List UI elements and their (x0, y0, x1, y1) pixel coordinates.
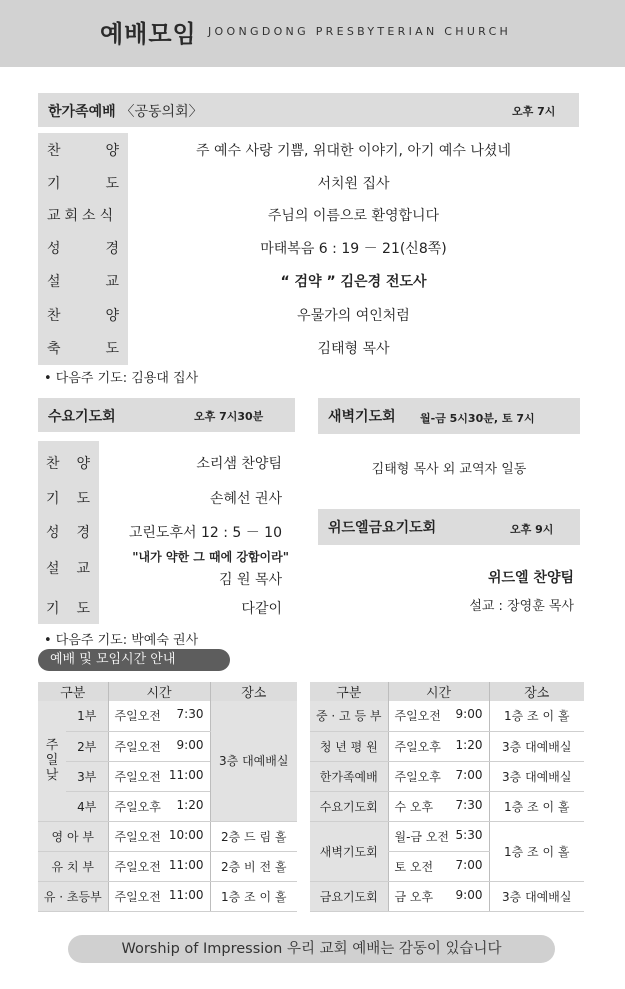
family-worship-next-prayer: • 다음주 기도: 김용대 집사 (44, 371, 199, 386)
service-time: 주일오후 1:20 (388, 731, 489, 761)
row-label: 성 경 (47, 241, 119, 257)
sunday-label: 주일낮 (38, 701, 66, 821)
table-row (310, 881, 584, 911)
row-value: 주님의 이름으로 환영합니다 (267, 208, 440, 224)
table-row (310, 821, 584, 851)
service-time: 월-금 오전 5:30 (388, 821, 489, 851)
dept-place: 1층 조 이 홀 (489, 791, 584, 821)
row-value: 고린도후서 12 : 5 － 10 (128, 525, 282, 541)
dawn-leaders: 김태형 목사 외 교역자 일동 (371, 462, 527, 477)
dept-place: 1층 조 이 홀 (489, 701, 584, 731)
row-value: 소리샘 찬양팀 (196, 456, 282, 472)
service-time: 토 오전 7:00 (388, 851, 489, 881)
header-time: 시간 (108, 682, 210, 701)
row-value: 우물가의 여인처럼 (297, 308, 410, 324)
preacher: 김 원 목사 (219, 572, 282, 588)
table-row (310, 731, 584, 761)
schedule-table-left (38, 682, 297, 912)
row-value: 손혜선 권사 (209, 491, 282, 507)
row-label: 찬 양 (46, 456, 90, 472)
table-row (38, 881, 297, 911)
service-time: 주일오전 9:00 (388, 701, 489, 731)
service-time: 주일오전 11:00 (108, 851, 210, 881)
wednesday-bar (38, 398, 295, 432)
service-number: 4부 (66, 791, 108, 821)
table-row (38, 851, 297, 881)
row-value: 김태형 목사 (317, 341, 390, 357)
service-time: 주일오전 11:00 (108, 881, 210, 911)
page-header (0, 0, 625, 67)
schedule-title: 예배 및 모임시간 안내 (38, 649, 230, 671)
wednesday-time: 오후 7시30분 (194, 410, 264, 423)
service-time: 주일오전 10:00 (108, 821, 210, 851)
dept-place: 3층 대예배실 (489, 881, 584, 911)
dawn-title: 새벽기도회 (328, 409, 396, 425)
sermon-title: "내가 약한 그 때에 강함이라" (132, 550, 289, 564)
service-number: 1부 (66, 701, 108, 731)
dept-name: 유 · 초등부 (38, 881, 108, 911)
table-row (310, 791, 584, 821)
row-label: 기 도 (47, 176, 119, 192)
dept-name: 영 아 부 (38, 821, 108, 851)
service-time: 주일오후 7:00 (388, 761, 489, 791)
service-time: 주일오후 1:20 (108, 791, 210, 821)
table-row (310, 701, 584, 731)
row-label: 교회소식 (47, 208, 118, 224)
withel-team: 위드엘 찬양팀 (487, 570, 574, 586)
dept-place: 2층 비 전 홀 (210, 851, 297, 881)
wednesday-next-prayer: • 다음주 기도: 박예숙 권사 (44, 633, 199, 648)
table-row (38, 701, 297, 731)
service-time: 주일오전 7:30 (108, 701, 210, 731)
dept-place: 3층 대예배실 (489, 761, 584, 791)
row-label: 찬 양 (47, 308, 119, 324)
row-label: 설 교 (47, 274, 119, 290)
service-number: 3부 (66, 761, 108, 791)
dept-place: 3층 대예배실 (489, 731, 584, 761)
dept-place: 1층 조 이 홀 (210, 881, 297, 911)
row-label: 축 도 (47, 341, 119, 357)
dept-place: 2층 드 림 홀 (210, 821, 297, 851)
header-category: 구분 (310, 682, 388, 701)
header-category: 구분 (38, 682, 108, 701)
header-time: 시간 (388, 682, 489, 701)
schedule-table-right (310, 682, 584, 912)
service-time: 주일오전 9:00 (108, 731, 210, 761)
dawn-bar (318, 398, 580, 434)
withel-title: 위드엘금요기도회 (328, 520, 437, 536)
family-worship-time: 오후 7시 (512, 105, 556, 118)
table-row (310, 761, 584, 791)
withel-bar (318, 509, 580, 545)
withel-preacher: 설교 : 장영훈 목사 (469, 599, 574, 614)
dept-name: 수요기도회 (310, 791, 388, 821)
service-time: 금 오후 9:00 (388, 881, 489, 911)
dept-name: 유 치 부 (38, 851, 108, 881)
sunday-place: 3층 대예배실 (210, 701, 297, 821)
row-value: 다같이 (241, 601, 282, 617)
family-worship-bar (38, 93, 579, 127)
dept-name: 금요기도회 (310, 881, 388, 911)
church-name: JOONGDONG PRESBYTERIAN CHURCH (208, 25, 512, 38)
dept-name: 중 · 고 등 부 (310, 701, 388, 731)
withel-time: 오후 9시 (510, 523, 554, 536)
service-time: 주일오전 11:00 (108, 761, 210, 791)
row-label: 성 경 (46, 525, 90, 541)
header-place: 장소 (210, 682, 297, 701)
wednesday-title: 수요기도회 (48, 409, 116, 425)
dept-name: 한가족예배 (310, 761, 388, 791)
footer-slogan: Worship of Impression 우리 교회 예배는 감동이 있습니다 (68, 935, 555, 963)
dept-name: 새벽기도회 (310, 821, 388, 881)
row-label: 기 도 (46, 491, 90, 507)
dept-name: 청 년 평 원 (310, 731, 388, 761)
service-number: 2부 (66, 731, 108, 761)
sermon-title: “ 검약 ” 김은경 전도사 (280, 274, 427, 290)
family-worship-title: 한가족예배 〈공동의회〉 (48, 104, 203, 120)
page-title: 예배모임 (100, 20, 197, 48)
row-label: 설 교 (46, 561, 90, 577)
row-value: 마태복음 6 : 19 － 21(신8쪽) (260, 241, 447, 257)
row-value: 서치원 집사 (317, 176, 390, 192)
service-time: 수 오후 7:30 (388, 791, 489, 821)
dawn-time: 월-금 5시30분, 토 7시 (420, 412, 535, 425)
row-label: 찬 양 (47, 143, 119, 159)
table-row (38, 821, 297, 851)
header-place: 장소 (489, 682, 584, 701)
dept-place: 1층 조 이 홀 (489, 821, 584, 881)
row-label: 기 도 (46, 601, 90, 617)
row-value: 주 예수 사랑 기쁨, 위대한 이야기, 아기 예수 나셨네 (196, 143, 511, 159)
